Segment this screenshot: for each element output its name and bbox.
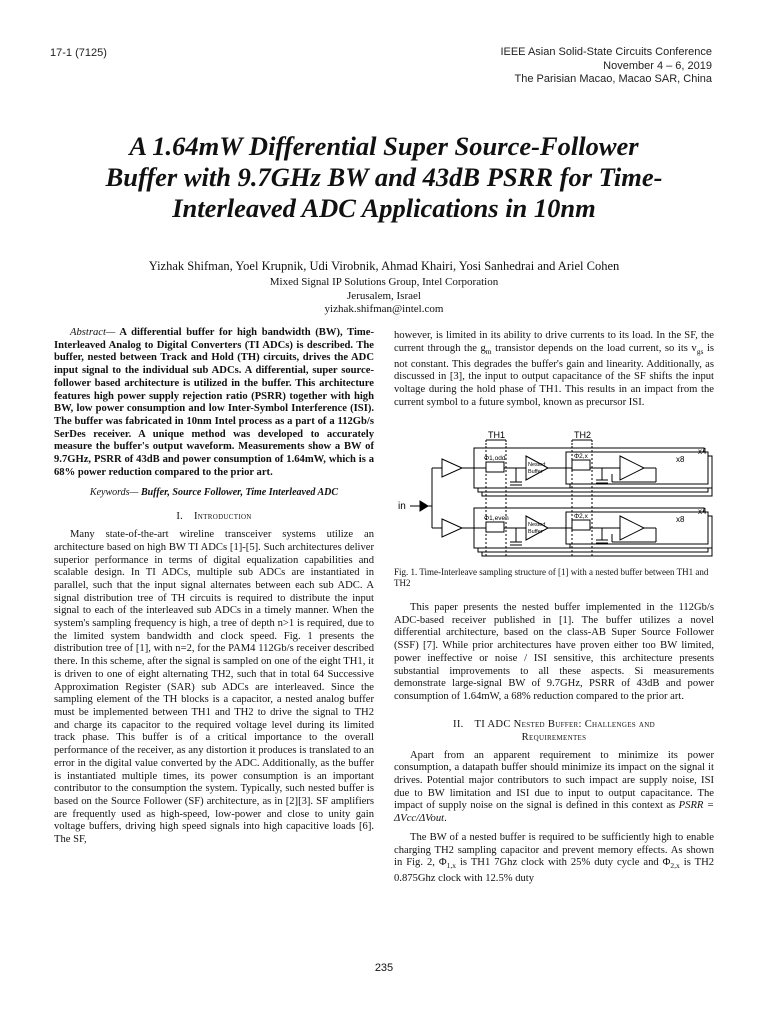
section-heading-introduction: I. Introduction bbox=[176, 511, 252, 523]
text-run: The BW of a nested buffer is required to be sufficiently high to enable charging TH2 sampling capacitor and prevent memory effects. As shown in Fig. 2, Φ bbox=[394, 831, 714, 869]
author-list: Yizhak Shifman, Yoel Krupnik, Udi Virobnik, Ahmad Khairi, Yosi Sanhedrai and Ariel Cohen bbox=[148, 259, 620, 273]
sf-limitation-paragraph bbox=[394, 330, 714, 409]
conference-venue: The Parisian Macao, Macao SAR, China bbox=[514, 73, 712, 85]
keywords bbox=[54, 487, 374, 500]
subscript: gs bbox=[696, 346, 704, 356]
x4-label-bottom: x4 bbox=[698, 507, 707, 516]
conference-info bbox=[500, 46, 712, 87]
text-run: is TH1 7Ghz clock with 25% duty cycle and Φ bbox=[456, 857, 671, 869]
abstract bbox=[54, 327, 374, 479]
figure-1-caption: Fig. 1. Time-Interleave sampling structure of [1] with a nested buffer between TH1 and TH2 bbox=[394, 567, 709, 588]
x8-label-top: x8 bbox=[676, 455, 685, 464]
x4-label-top: x4 bbox=[698, 447, 707, 456]
subscript: 1,x bbox=[446, 861, 457, 871]
keywords-label: Keywords— bbox=[89, 487, 139, 499]
text-run: is not constant. This degrades the buffer's gain and linearity. Additionally, as discussed in [3], the input to output capacitance of the SF shifts the input voltage during the hold phase of TH1. This results in an impact from the current symbol to a future symbol, known as precursor ISI. bbox=[394, 342, 715, 408]
subscript: m bbox=[485, 346, 492, 356]
text-run: however, is limited in its ability to drive currents to its load. In the SF, the current through the g bbox=[394, 330, 714, 354]
right-column-top bbox=[394, 330, 714, 409]
buffer-label-bottom: Buffer bbox=[528, 529, 543, 535]
affiliation bbox=[0, 276, 768, 317]
th2-label: TH2 bbox=[574, 430, 592, 440]
phi1-even-label: Φ1,even bbox=[484, 515, 509, 522]
text-run: . bbox=[444, 813, 447, 825]
nested-label-bottom: Nested bbox=[528, 522, 546, 528]
section-heading-line: II. TI ADC Nested Buffer: Challenges and bbox=[453, 718, 655, 730]
text-run: is TH2 0.875Ghz clock with 12.5% duty bbox=[394, 857, 715, 885]
paper-id: 17-1 (7125) bbox=[50, 47, 107, 59]
th1-label: TH1 bbox=[488, 430, 506, 440]
subscript: 2,x bbox=[670, 861, 680, 871]
requirements-paragraph bbox=[394, 750, 714, 826]
bandwidth-paragraph bbox=[394, 832, 714, 886]
abstract-label: Abstract— bbox=[70, 327, 116, 338]
page-number: 235 bbox=[374, 962, 394, 974]
affiliation-org: Mixed Signal IP Solutions Group, Intel Corporation bbox=[269, 276, 499, 288]
affiliation-city: Jerusalem, Israel bbox=[347, 289, 421, 302]
paper-title bbox=[60, 131, 708, 224]
conference-name: IEEE Asian Solid-State Circuits Conference bbox=[500, 46, 712, 58]
keywords-text: Buffer, Source Follower, Time Interleaved ADC bbox=[138, 487, 339, 499]
affiliation-email: yizhak.shifman@intel.com bbox=[324, 303, 444, 315]
right-column-bottom bbox=[394, 567, 714, 886]
phi2-label-top: Φ2,x bbox=[574, 453, 588, 460]
text-run: Apart from an apparent requirement to minimize its power consumption, a datapath buffer should minimize its impact on the signal it drives. Potential major contributors to such impact are supply noise, ISI due to BW limitation and ISI due to input to output capacitance. The impact of supply noise on the signal is defined in this context as bbox=[394, 749, 714, 812]
title-line: A 1.64mW Differential Super Source-Follower bbox=[129, 131, 639, 161]
phi1-odd-label: Φ1,odd bbox=[484, 455, 506, 462]
intro-paragraph: Many state-of-the-art wireline transceiver systems utilize an architecture based on high BW TI ADCs [1]-[5]. Such architectures deliver superior performance in terms of digital equalization capabilities and scalable design. In TI ADCs, multiple sub ADCs are instantiated in parallel, such that the input signal alternates between each sub ADC. A signal distribution tree of TH circuits is required to distribute the input signal to each of the interleaved sub ADCs in a timely manner. When the system's sampling frequency is high, a tree of depth n>1 is required, due to the limited system bandwidth and clock speed. Fig. 1 presents the distribution tree of [1], with n=2, for the PAM4 112Gb/s receiver described there. In this scheme, after the signal is sampled on one of the eight TH1, it is driven to one of eight alternating TH2, such that in total 64 Successive Approximation Register (SAR) sub ADCs are interleaved. Since the sampling element of the TH blocks is a capacitor, a nested analog buffer must be implemented between TH1 and TH2 to drive the signal to TH2 and charge its capacitor to the required voltage level during its limited track phase. This buffer is of a critical importance to the overall performance of the receiver, as any distortion it produces is translated to an error in the digital value converted by the ADC. Additionally, as the buffer is instantiated multiple times, its power consumption is an important contributor to the consumption the system. Typically, such nested buffer is based on the Source Follower (SF) architecture, as in [2][3]. SF amplifiers are frequently used as high-speed, low-power and close to unity gain voltage buffers, driving high speed signals into high capacitive loads [6]. The SF, bbox=[54, 529, 374, 846]
title-line: Interleaved ADC Applications in 10nm bbox=[172, 193, 596, 223]
section-heading-line: Requirementes bbox=[521, 731, 587, 743]
left-column bbox=[54, 327, 374, 847]
psrr-equation: PSRR = ΔVcc/ΔVout bbox=[394, 800, 715, 825]
buffer-label-top: Buffer bbox=[528, 469, 543, 475]
nested-label-top: Nested bbox=[528, 462, 546, 468]
conference-dates: November 4 – 6, 2019 bbox=[603, 59, 712, 72]
text-run: transistor depends on the load current, so its v bbox=[491, 342, 697, 354]
title-line: Buffer with 9.7GHz BW and 43dB PSRR for Time- bbox=[105, 162, 663, 192]
figure-1-diagram bbox=[398, 426, 716, 566]
paper-overview-paragraph: This paper presents the nested buffer implemented in the 112Gb/s ADC-based receiver published in [1]. The buffer utilizes a novel differential architecture, based on the class-AB Super Source Follower (SSF) [7]. While prior architectures have proven either too BW limited, power ineffective or noise / ISI sensitive, this architecture presents substantial improvements to all these aspects. Si measurements demonstrate large-signal BW of 9.7GHz, PSRR of 43dB and power consumption of 1.64mW, a 68% reduction compared to the prior art. bbox=[394, 602, 714, 702]
abstract-text: A differential buffer for high bandwidth (BW), Time-Interleaved Analog to Digital Converters (TI ADCs) is described. The buffer, nested between Track and Hold (TH) circuits, drives the ADC input signal to the individual sub ADCs. A differential, super source-follower based architecture is utilized in the buffer. This architecture features high power supply rejection ratio (PSRR) together with high BW, low power consumption and low Inter-Symbol Interference (ISI). The buffer was fabricated in 10nm Intel process as a part of a 112Gb/s SerDes receiver. A unique method was developed to accurately measure the buffer's output waveform. Measurements show a BW of 9.7GHz, PSRR of 43dB and power consumption of 1.64mW, which is a 68% power reduction compared to the prior art. bbox=[54, 327, 374, 478]
phi2-label-bottom: Φ2,x bbox=[574, 513, 588, 520]
x8-label-bottom: x8 bbox=[676, 515, 685, 524]
input-label: in bbox=[398, 501, 406, 512]
section-heading-2 bbox=[394, 718, 714, 744]
